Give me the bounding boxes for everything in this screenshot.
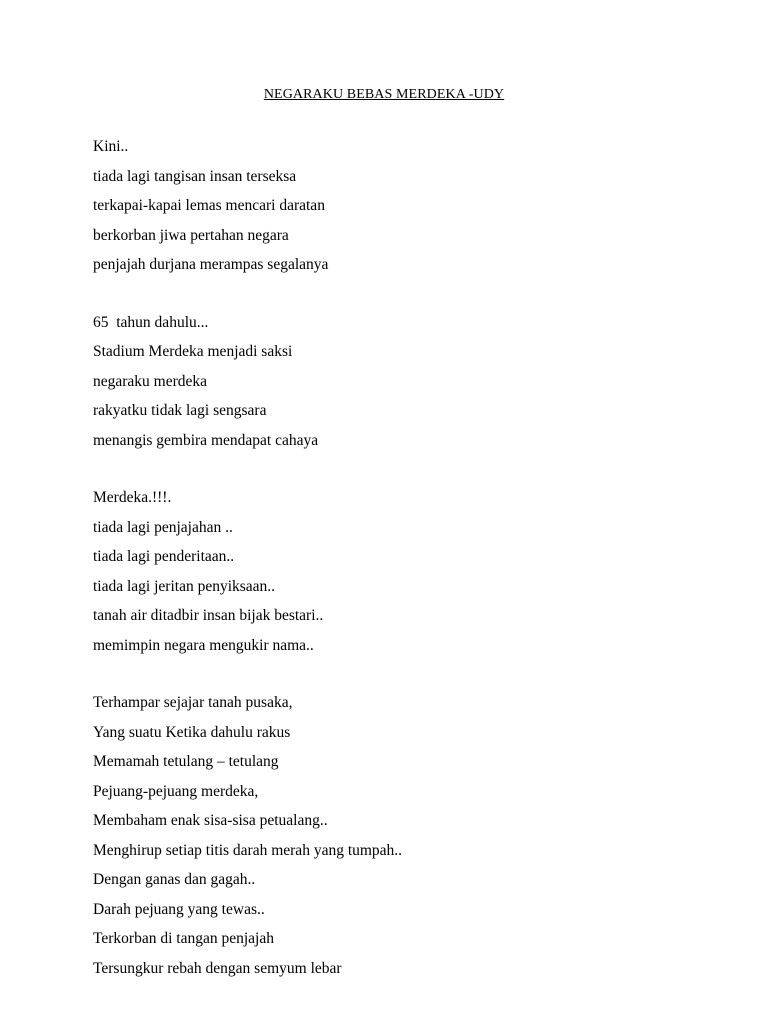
poem-line: Merdeka.!!!.	[93, 489, 172, 506]
poem-line: berkorban jiwa pertahan negara	[93, 226, 289, 244]
stanza-1	[93, 132, 733, 280]
poem-line: Memamah tetulang – tetulang	[93, 753, 279, 770]
poem-line: 65 tahun dahulu...	[93, 313, 209, 331]
poem-line: Terkorban di tangan penjajah	[93, 930, 274, 947]
poem-line: tiada lagi tangisan insan terseksa	[93, 167, 297, 185]
poem-line: Pejuang-pejuang merdeka,	[93, 782, 259, 800]
poem-line: negaraku merdeka	[93, 372, 208, 390]
poem-line: tanah air ditadbir insan bijak bestari..	[93, 607, 324, 624]
poem-line: Stadium Merdeka menjadi saksi	[93, 343, 293, 360]
stanza-4	[93, 688, 733, 983]
poem-line: memimpin negara mengukir nama..	[93, 636, 314, 654]
poem-line: menangis gembira mendapat cahaya	[93, 431, 319, 449]
poem-line: Terhampar sejajar tanah pusaka,	[93, 694, 293, 711]
poem-line: Dengan ganas dan gagah..	[93, 871, 256, 888]
poem-line: Yang suatu Ketika dahulu rakus	[93, 723, 291, 741]
poem-title: NEGARAKU BEBAS MERDEKA -UDY	[263, 87, 505, 102]
poem-line: Membaham enak sisa-sisa petualang..	[93, 812, 328, 829]
poem-line: Darah pejuang yang tewas..	[93, 900, 265, 918]
poem-line: rakyatku tidak lagi sengsara	[93, 402, 267, 419]
poem-line: Menghirup setiap titis darah merah yang tumpah..	[93, 841, 403, 859]
poem-line: tiada lagi jeritan penyiksaan..	[93, 577, 276, 595]
stanza-3	[93, 483, 733, 660]
poem-line: Tersungkur rebah dengan semyum lebar	[93, 959, 342, 977]
poem-body	[93, 132, 733, 1011]
poem-line: tiada lagi penjajahan ..	[93, 518, 233, 536]
poem-line: Kini..	[93, 138, 129, 155]
poem-line: terkapai-kapai lemas mencari daratan	[93, 197, 325, 214]
poem-line: tiada lagi penderitaan..	[93, 548, 235, 565]
stanza-2	[93, 308, 733, 456]
poem-line: penjajah durjana merampas segalanya	[93, 256, 329, 273]
